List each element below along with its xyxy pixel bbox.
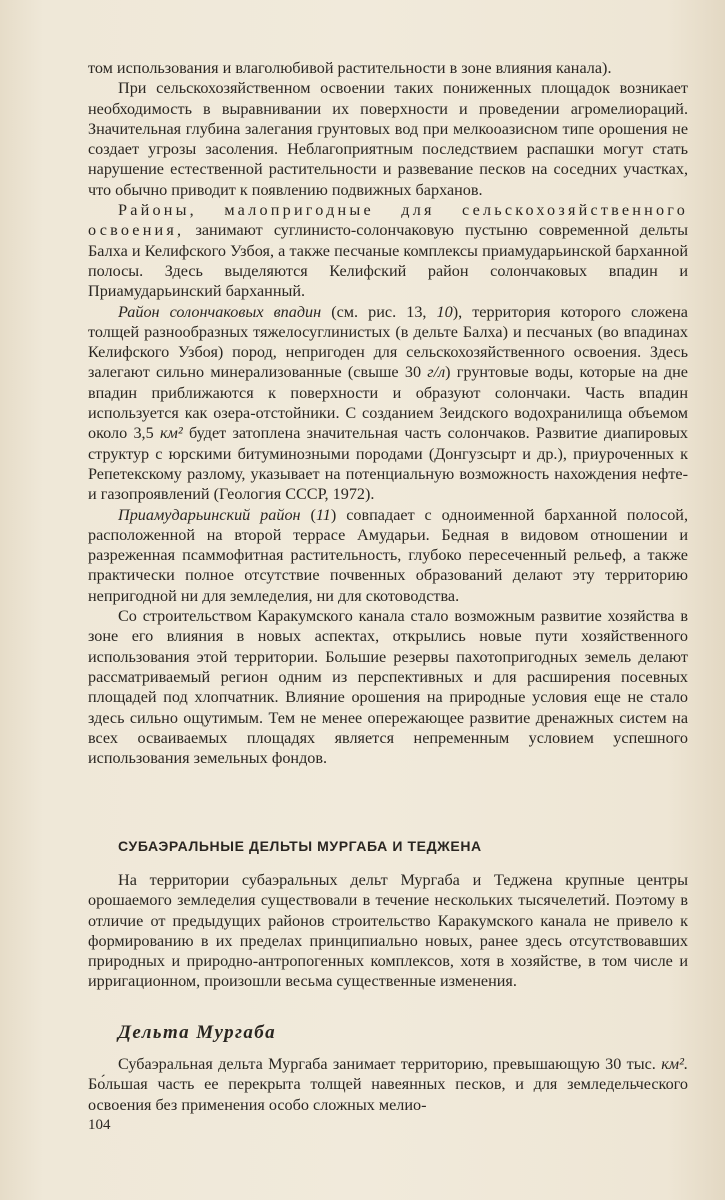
- spaced-term: Районы, малопригодные для сельскохозяйственного освоения,: [88, 201, 688, 240]
- paragraph-salt-depressions: [88, 302, 688, 505]
- figure-reference-number: 11: [315, 505, 331, 524]
- figure-reference: (: [300, 505, 316, 524]
- paragraph-text: ), территория которого сложена толщей разнообразных тяжелосуглинистых (в дельте Балха) и песчаных (во впадинах Келифского Узбоя) пород, непригоден для сельскохозяйственного освоения. Здесь залегают сильно минерализованные (свыше 30: [88, 302, 688, 382]
- paragraph-amudarya-region: [88, 505, 688, 606]
- section-heading: СУБАЭРАЛЬНЫЕ ДЕЛЬТЫ МУРГАБА И ТЕДЖЕНА: [118, 838, 482, 854]
- unit-label: г/л: [427, 363, 446, 382]
- paragraph-unsuitable-regions: [88, 200, 688, 301]
- paragraph-text: На территории субаэральных дельт Мургаба и Теджена крупные центры орошаемого земледелия существовали в течение нескольких тысячелетий. Поэтому в отличие от предыдущих районов строительство Каракумского канала не привело к формированию в их пределах принципиально новых, ранее здесь отсутствовавших природных и природно-антропогенных комплексов, хотя в хозяйстве, в том числе и ирригационном, произошли весьма существенные изменения.: [88, 871, 688, 991]
- page-number: 104: [88, 1117, 111, 1133]
- paragraph-subaerial-deltas: [88, 870, 688, 992]
- subsection-heading: Дельта Мургаба: [118, 1022, 277, 1043]
- paragraph-murgab-delta: [88, 1054, 688, 1115]
- paragraph-text: Субаэральная дельта Мургаба занимает территорию, превышающую 30 тыс.: [118, 1055, 662, 1073]
- paragraph-text: занимают суглинисто-солончаковую пустыню современной дельты Балха и Келифского Узбоя, а также песчаные комплексы приамударьинской барханной полосы. Здесь выделяются Келифский район солончаковых впадин и Приамударьинский барханный.: [88, 221, 688, 301]
- paragraph-text: будет затоплена значительная часть солончаков. Развитие диапировых структур с юрскими битуминозными породами (Донгузсырт и др.), приуроченных к Репетекскому разлому, указывает на потенциальную возможность нахождения нефте- и газопроявлений (Геология СССР, 1972).: [88, 424, 689, 504]
- paragraph-continuation: [88, 58, 688, 78]
- paragraph-agromelioration: [88, 78, 688, 200]
- figure-reference-number: 10: [436, 302, 453, 321]
- paragraph-text: ) совпадает с одноименной барханной полосой, расположенной на второй террасе Амударьи. Бедная в видовом отношении и разреженная псаммофитная растительность, глубоко пересеченный рельеф, а также практически полное отсутствие почвенных образований делают эту территорию непригодной ни для земледелия, ни для скотоводства.: [88, 505, 689, 605]
- paragraph-text: Со строительством Каракумского канала стало возможным развитие хозяйства в зоне его влияния в новых аспектах, открылись новые пути хозяйственного использования этой территории. Большие резервы пахотопригодных земель делают рассматриваемый регион одним из перспективных и для расширения посевных площадей под хлопчатник. Влияние орошения на природные условия еще не стало здесь сильно ощутимым. Тем не менее опережающее развитие дренажных систем на всех осваиваемых площадях является непременным условием успешного использования земельных фондов.: [88, 607, 688, 768]
- paragraph-text: ) грунтовые воды, которые на дне впадин приближаются к поверхности и образуют солончаки. Часть впадин используется как озера-отстойники. С созданием Зеидского водохранилища объемом около 3,5: [88, 363, 688, 443]
- paragraph-text: При сельскохозяйственном освоении таких пониженных площадок возникает необходимость в выравнивании их поверхности и проведении агромелиораций. Значительная глубина залегания грунтовых вод при мелкооазисном типе орошения не создает угрозы засоления. Неблагоприятным последствием распашки могут стать нарушение естественной растительности и развевание песков на соседних участках, что обычно приводит к появлению подвижных барханов.: [88, 79, 688, 199]
- paragraph-karakum-canal: [88, 606, 688, 768]
- text-column-upper: [88, 58, 688, 768]
- paragraph-text: Бо́льшая часть ее перекрыта толщей навеянных песков, и для земледельческого освоения без применения особо сложных мелио-: [88, 1075, 688, 1114]
- figure-reference: (см. рис. 13,: [321, 302, 437, 321]
- text-column-subsection: [88, 1054, 688, 1115]
- paragraph-text: том использования и влаголюбивой растительности в зоне влияния канала).: [88, 59, 612, 77]
- unit-label: км²: [159, 424, 183, 443]
- italic-term: Район солончаковых впадин: [118, 302, 322, 321]
- unit-label: км².: [661, 1055, 688, 1073]
- text-column-section: [88, 870, 688, 992]
- italic-term: Приамударьинский район: [118, 505, 301, 524]
